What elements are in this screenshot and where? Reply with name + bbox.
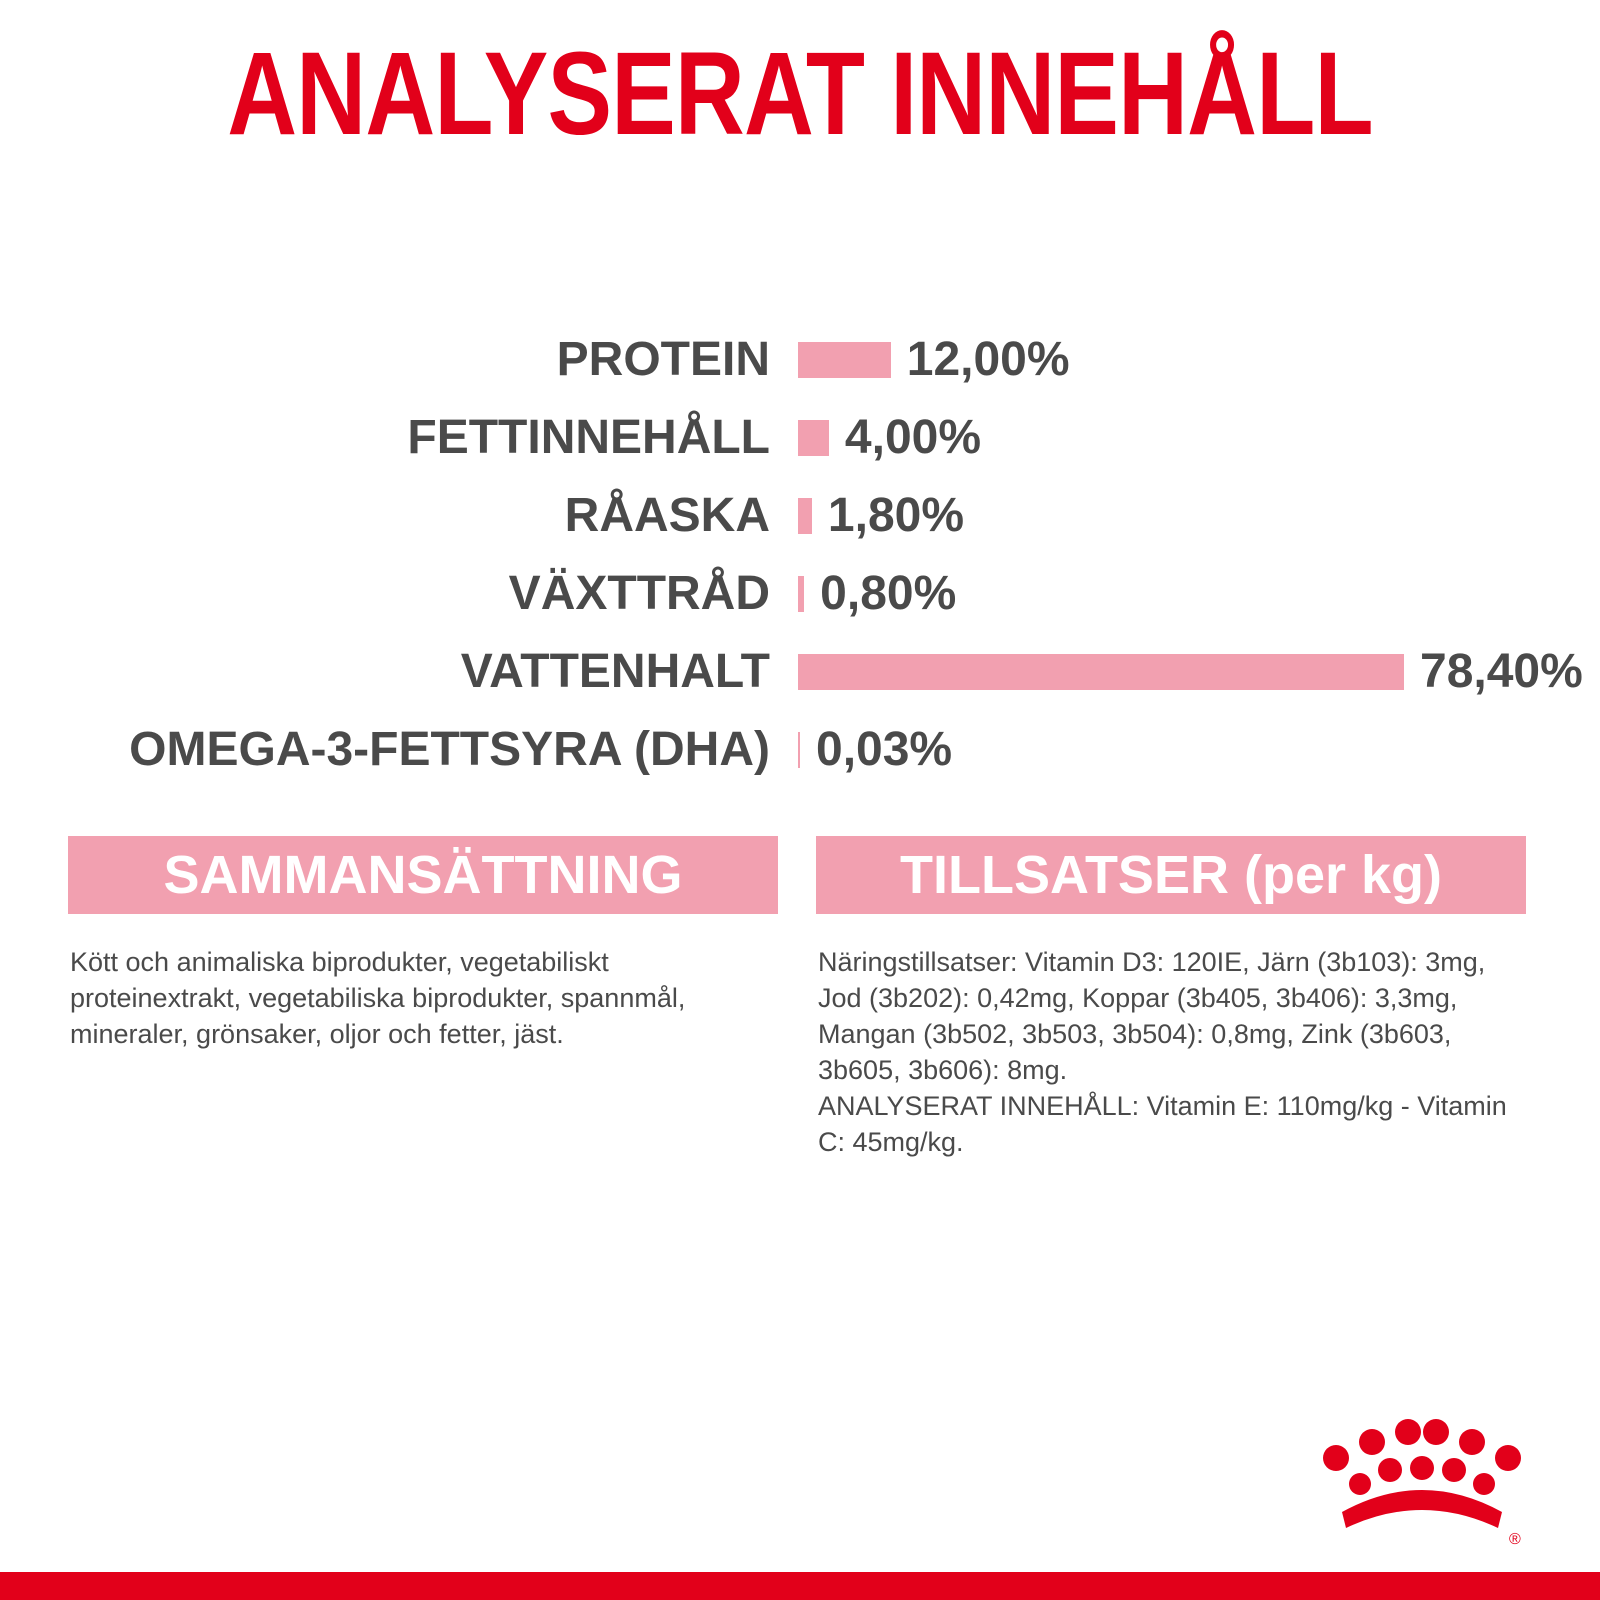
bar bbox=[798, 732, 800, 768]
nutrient-bar-chart bbox=[0, 330, 1600, 790]
category-label: VATTENHALT bbox=[460, 645, 770, 698]
category-label: OMEGA-3-FETTSYRA (DHA) bbox=[129, 723, 770, 776]
category-label: VÄXTTRÅD bbox=[508, 567, 770, 620]
additives-heading: TILLSATSER (per kg) bbox=[816, 836, 1526, 914]
additives-paragraph-2: ANALYSERAT INNEHÅLL: Vitamin E: 110mg/kg - Vitamin C: 45mg/kg. bbox=[818, 1091, 1507, 1157]
bar bbox=[798, 342, 891, 378]
page-title: ANALYSERAT INNEHÅLL bbox=[227, 28, 1373, 160]
category-label: FETTINNEHÅLL bbox=[407, 411, 770, 464]
composition-paragraph: Kött och animaliska biprodukter, vegetabiliskt proteinextrakt, vegetabiliska biprodukter, spannmål, mineraler, grönsaker, oljor och fetter, jäst. bbox=[70, 947, 686, 1049]
additives-text bbox=[818, 944, 1518, 1160]
bar bbox=[798, 420, 829, 456]
bottom-band bbox=[0, 1572, 1600, 1600]
registered-mark: ® bbox=[1509, 1531, 1521, 1546]
value-label: 0,03% bbox=[816, 723, 953, 776]
value-label: 1,80% bbox=[827, 489, 965, 542]
value-label: 4,00% bbox=[844, 411, 982, 464]
crown-icon bbox=[1312, 1416, 1532, 1546]
bar bbox=[798, 576, 804, 612]
bar bbox=[798, 654, 1404, 690]
composition-heading: SAMMANSÄTTNING bbox=[68, 836, 778, 914]
bar bbox=[798, 498, 812, 534]
category-label: PROTEIN bbox=[556, 333, 770, 386]
additives-paragraph-1: Näringstillsatser: Vitamin D3: 120IE, Järn (3b103): 3mg, Jod (3b202): 0,42mg, Koppar (3b405, 3b406): 3,3mg, Mangan (3b502, 3b503, 3b504): 0,8mg, Zink (3b603, 3b605, 3b606): 8mg. bbox=[818, 947, 1486, 1085]
value-label: 78,40% bbox=[1420, 645, 1583, 698]
value-label: 12,00% bbox=[906, 333, 1070, 386]
value-label: 0,80% bbox=[820, 567, 957, 620]
category-label: RÅASKA bbox=[564, 489, 770, 542]
composition-text bbox=[70, 944, 710, 1052]
